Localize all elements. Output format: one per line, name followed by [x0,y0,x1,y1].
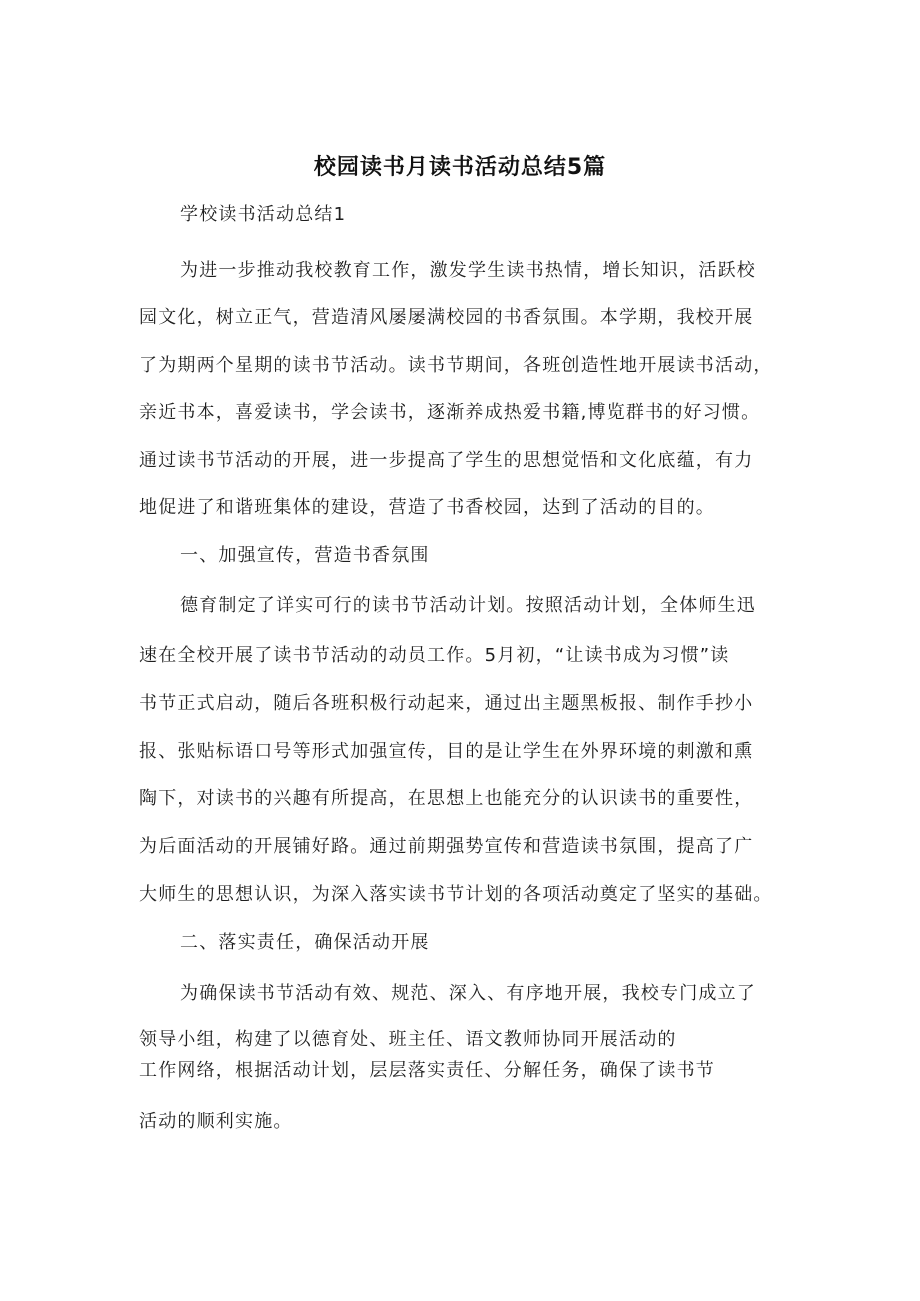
paragraph-line: 地促进了和谐班集体的建设，营造了书香校园，达到了活动的目的。 [139,497,715,518]
paragraph-line: 德育制定了详实可行的读书节活动计划。按照活动计划，全体师生迅 [180,595,756,616]
paragraph-line: 速在全校开展了读书节活动的动员工作。5月初，“让读书成为习惯”读 [139,645,730,666]
paragraph-line: 为确保读书节活动有效、规范、深入、有序地开展，我校专门成立了 [180,983,756,1004]
paragraph-line: 工作网络，根据活动计划，层层落实责任、分解任务，确保了读书节 [139,1060,715,1081]
section-heading: 一、加强宣传，营造书香氛围 [180,545,430,566]
paragraph-line: 大师生的思想认识，为深入落实读书节计划的各项活动奠定了坚实的基础。 [139,884,773,905]
paragraph-line: 报、张贴标语口号等形式加强宣传，目的是让学生在外界环境的刺激和熏 [139,741,754,762]
paragraph-line: 书节正式启动，随后各班积极行动起来，通过出主题黑板报、制作手抄小 [139,693,754,714]
section-subtitle: 学校读书活动总结1 [180,204,347,225]
paragraph-line: 为后面活动的开展铺好路。通过前期强势宣传和营造读书氛围，提高了广 [139,836,754,857]
paragraph-line: 陶下，对读书的兴趣有所提高，在思想上也能充分的认识读书的重要性， [139,788,754,809]
paragraph-line: 领导小组，构建了以德育处、班主任、语文教师协同开展活动的 [139,1029,677,1050]
paragraph-line: 通过读书节活动的开展，进一步提高了学生的思想觉悟和文化底蕴，有力 [139,450,754,471]
paragraph-line: 园文化，树立正气，营造清风屡屡满校园的书香氛围。本学期，我校开展 [139,307,754,328]
paragraph-line: 亲近书本，喜爱读书，学会读书，逐渐养成热爱书籍,博览群书的好习惯。 [139,402,761,423]
paragraph-line: 活动的顺利实施。 [139,1111,293,1132]
section-heading: 二、落实责任，确保活动开展 [180,932,430,953]
paragraph-line: 了为期两个星期的读书节活动。读书节期间，各班创造性地开展读书活动， [139,355,773,376]
document-title: 校园读书月读书活动总结5篇 [313,155,607,180]
paragraph-line: 为进一步推动我校教育工作，激发学生读书热情，增长知识，活跃校 [180,260,756,281]
